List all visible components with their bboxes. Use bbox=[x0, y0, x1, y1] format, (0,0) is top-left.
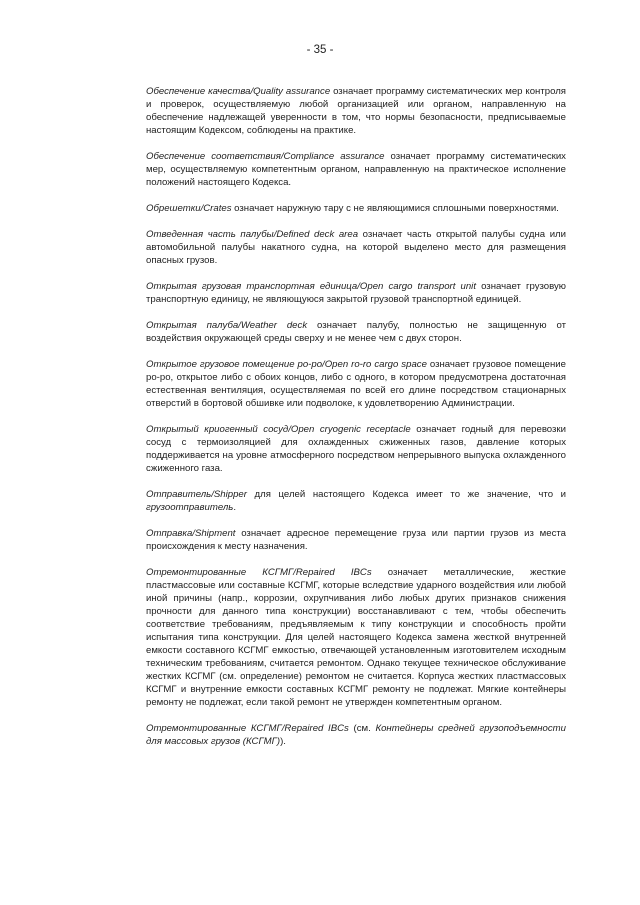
definition-paragraph bbox=[146, 527, 566, 553]
definition-term: Открытое грузовое помещение ро-ро/Open ro-ro cargo space bbox=[146, 359, 427, 370]
definition-paragraph bbox=[146, 280, 566, 306]
definition-tail: ). bbox=[280, 736, 286, 747]
definition-term: Обеспечение качества/Quality assurance bbox=[146, 86, 331, 97]
definition-term: Открытая палуба/Weather deck bbox=[146, 320, 308, 331]
definition-paragraph bbox=[146, 722, 566, 748]
definition-text: означает грузовую транспортную единицу, не являющуюся закрытой грузовой транспортной единицей. bbox=[146, 281, 567, 305]
definition-text: означает программу систематических мер контроля и проверок, осуществляемую любой организацией или органом, направленную на обеспечение надлежащей уверенности в том, что нормы безопасности, предписываемые настоящим Кодексом, соблюдены на практике. bbox=[146, 86, 567, 136]
definition-term: Отведенная часть палубы/Defined deck area bbox=[146, 229, 359, 240]
definition-term: Отправитель/Shipper bbox=[146, 489, 247, 500]
definition-text: означает программу систематических мер, осуществляемую компетентным органом, направленную на практическое исполнение положений настоящего Кодекса. bbox=[146, 151, 566, 188]
definition-text: означает годный для перевозки сосуд с термоизоляцией для охлажденных сжиженных газов, давление которых поддерживается на уровне атмосферного посредством непрерывного выпуска охлажденного сжиженного газа. bbox=[146, 424, 566, 474]
page-number: - 35 - bbox=[306, 44, 334, 56]
definition-text: означает наружную тару с не являющимися сплошными поверхностями. bbox=[231, 203, 559, 214]
definition-text: означает грузовое помещение ро-ро, открытое либо с обоих концов, либо с одного, в котором предусмотрена достаточная естественная вентиляция, осуществляемая по всей его длине посредством стационарных отверстий в бортовой обшивке или подволоке, к удовлетворению Администрации. bbox=[146, 359, 566, 409]
definition-paragraph bbox=[146, 319, 566, 345]
definition-paragraph bbox=[146, 566, 566, 709]
definition-paragraph bbox=[146, 150, 566, 189]
definition-paragraph bbox=[146, 423, 566, 475]
definition-paragraph bbox=[146, 488, 566, 514]
definitions-list bbox=[146, 85, 566, 761]
definition-term: Открытый криогенный сосуд/Open cryogenic receptacle bbox=[146, 424, 411, 435]
definition-term: Отремонтированные КСГМГ/Repaired IBCs bbox=[146, 723, 349, 734]
definition-text: для целей настоящего Кодекса имеет то же значение, что и bbox=[246, 489, 566, 500]
definition-paragraph bbox=[146, 228, 566, 267]
definition-term: Открытая грузовая транспортная единица/Open cargo transport unit bbox=[146, 281, 476, 292]
definition-term: Обрешетки/Crates bbox=[146, 203, 232, 214]
definition-text: означает металлические, жесткие пластмассовые или составные КСГМГ, которые вследствие ударного воздействия или любой иной причины (напр., коррозии, охрупчивания либо любых других признаков снижения прочности для данного типа конструкции) восстанавливают с тем, чтобы обеспечить соответствие требованиям, предъявляемым к типу конструкции и способность пройти испытания типа конструкции. Для целей настоящего Кодекса замена жесткой внутренней емкости составного КСГМГ емкостью, отвечающей установленным изготовителем исходным техническим требованиям, считается ремонтом. Однако текущее техническое обслуживание жестких КСГМГ (см. определение) ремонтом не считается. Корпуса жестких пластмассовых КСГМГ и внутренние емкости составных КСГМГ ремонту не подлежат. Мягкие контейнеры ремонту не подлежат, если такой ремонт не утвержден компетентным органом. bbox=[146, 567, 566, 708]
cross-reference: грузоотправитель bbox=[146, 502, 234, 513]
cross-reference: Контейнеры средней грузоподъемности для массовых грузов (КСГМГ) bbox=[146, 723, 566, 747]
definition-term: Отправка/Shipment bbox=[146, 528, 236, 539]
definition-term: Обеспечение соответствия/Compliance assurance bbox=[146, 151, 385, 162]
definition-term: Отремонтированные КСГМГ/Repaired IBCs bbox=[146, 567, 372, 578]
definition-tail: . bbox=[233, 502, 236, 513]
definition-paragraph bbox=[146, 358, 566, 410]
definition-paragraph bbox=[146, 202, 566, 215]
definition-text: означает часть открытой палубы судна или автомобильной палубы накатного судна, на которой выделено место для размещения опасных грузов. bbox=[146, 229, 567, 266]
definition-text: означает палубу, полностью не защищенную от воздействия окружающей среды сверху и не менее чем с двух сторон. bbox=[146, 320, 567, 344]
definition-text: означает адресное перемещение груза или партии грузов из места происхождения к месту назначения. bbox=[146, 528, 566, 552]
definition-paragraph bbox=[146, 85, 566, 137]
definition-text: (см. bbox=[348, 723, 376, 734]
